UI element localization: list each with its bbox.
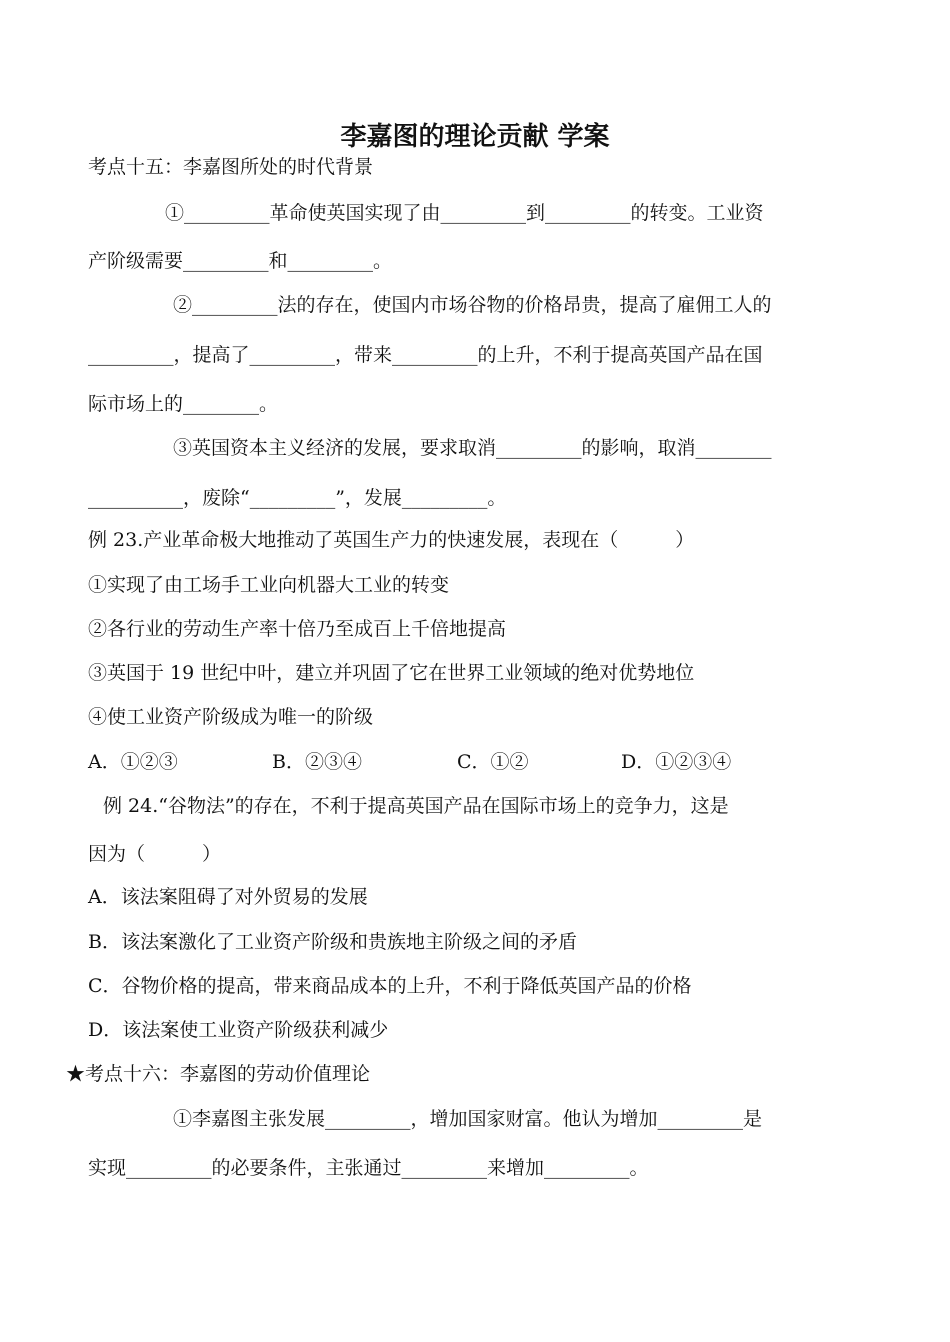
section-15-heading: 考点十五：李嘉图所处的时代背景 — [88, 156, 374, 178]
section-15-line-2: 产阶级需要_________和_________。 — [88, 250, 393, 272]
example-23-item-3: ③英国于 19 世纪中叶，建立并巩固了它在世界工业领域的绝对优势地位 — [88, 662, 695, 684]
example-23-item-1: ①实现了由工场手工业向机器大工业的转变 — [88, 574, 450, 596]
example-23-item-4: ④使工业资产阶级成为唯一的阶级 — [88, 706, 374, 728]
example-24-option-d: D．该法案使工业资产阶级获利减少 — [88, 1019, 389, 1041]
example-24-option-c: C．谷物价格的提高，带来商品成本的上升，不利于降低英国产品的价格 — [88, 975, 692, 997]
example-23-option-a: A．①②③ — [88, 751, 178, 773]
section-16-line-1: ①李嘉图主张发展_________，增加国家财富。他认为增加_________是 — [173, 1108, 763, 1130]
section-15-line-4: _________，提高了_________，带来_________的上升，不利于提高英国产品在国 — [88, 344, 763, 366]
section-16-heading: ★考点十六：李嘉图的劳动价值理论 — [66, 1063, 371, 1085]
example-23-option-b: B．②③④ — [272, 751, 362, 773]
example-24-option-a: A．该法案阻碍了对外贸易的发展 — [88, 886, 368, 908]
example-24-question-line-2: 因为（ ） — [88, 843, 222, 865]
example-23-option-c: C．①② — [457, 751, 529, 773]
section-15-line-1: ①_________革命使英国实现了由_________到_________的转变。工业资 — [165, 202, 764, 224]
section-16-line-2: 实现_________的必要条件，主张通过_________来增加_________。 — [88, 1157, 649, 1179]
example-24-option-b: B．该法案激化了工业资产阶级和贵族地主阶级之间的矛盾 — [88, 931, 577, 953]
section-15-line-7: __________，废除“_________”，发展_________。 — [88, 487, 507, 509]
page-title: 李嘉图的理论贡献 学案 — [340, 122, 610, 152]
example-23-question: 例 23.产业革命极大地推动了英国生产力的快速发展，表现在（ ） — [88, 529, 695, 551]
section-15-line-6: ③英国资本主义经济的发展，要求取消_________的影响，取消________ — [173, 437, 772, 459]
example-23-option-d: D．①②③④ — [621, 751, 732, 773]
example-23-item-2: ②各行业的劳动生产率十倍乃至成百上千倍地提高 — [88, 618, 507, 640]
section-15-line-5: 际市场上的________。 — [88, 393, 279, 415]
section-15-line-3: ②_________法的存在，使国内市场谷物的价格昂贵，提高了雇佣工人的 — [173, 294, 772, 316]
example-24-question-line-1: 例 24.“谷物法”的存在，不利于提高英国产品在国际市场上的竞争力，这是 — [103, 795, 729, 817]
